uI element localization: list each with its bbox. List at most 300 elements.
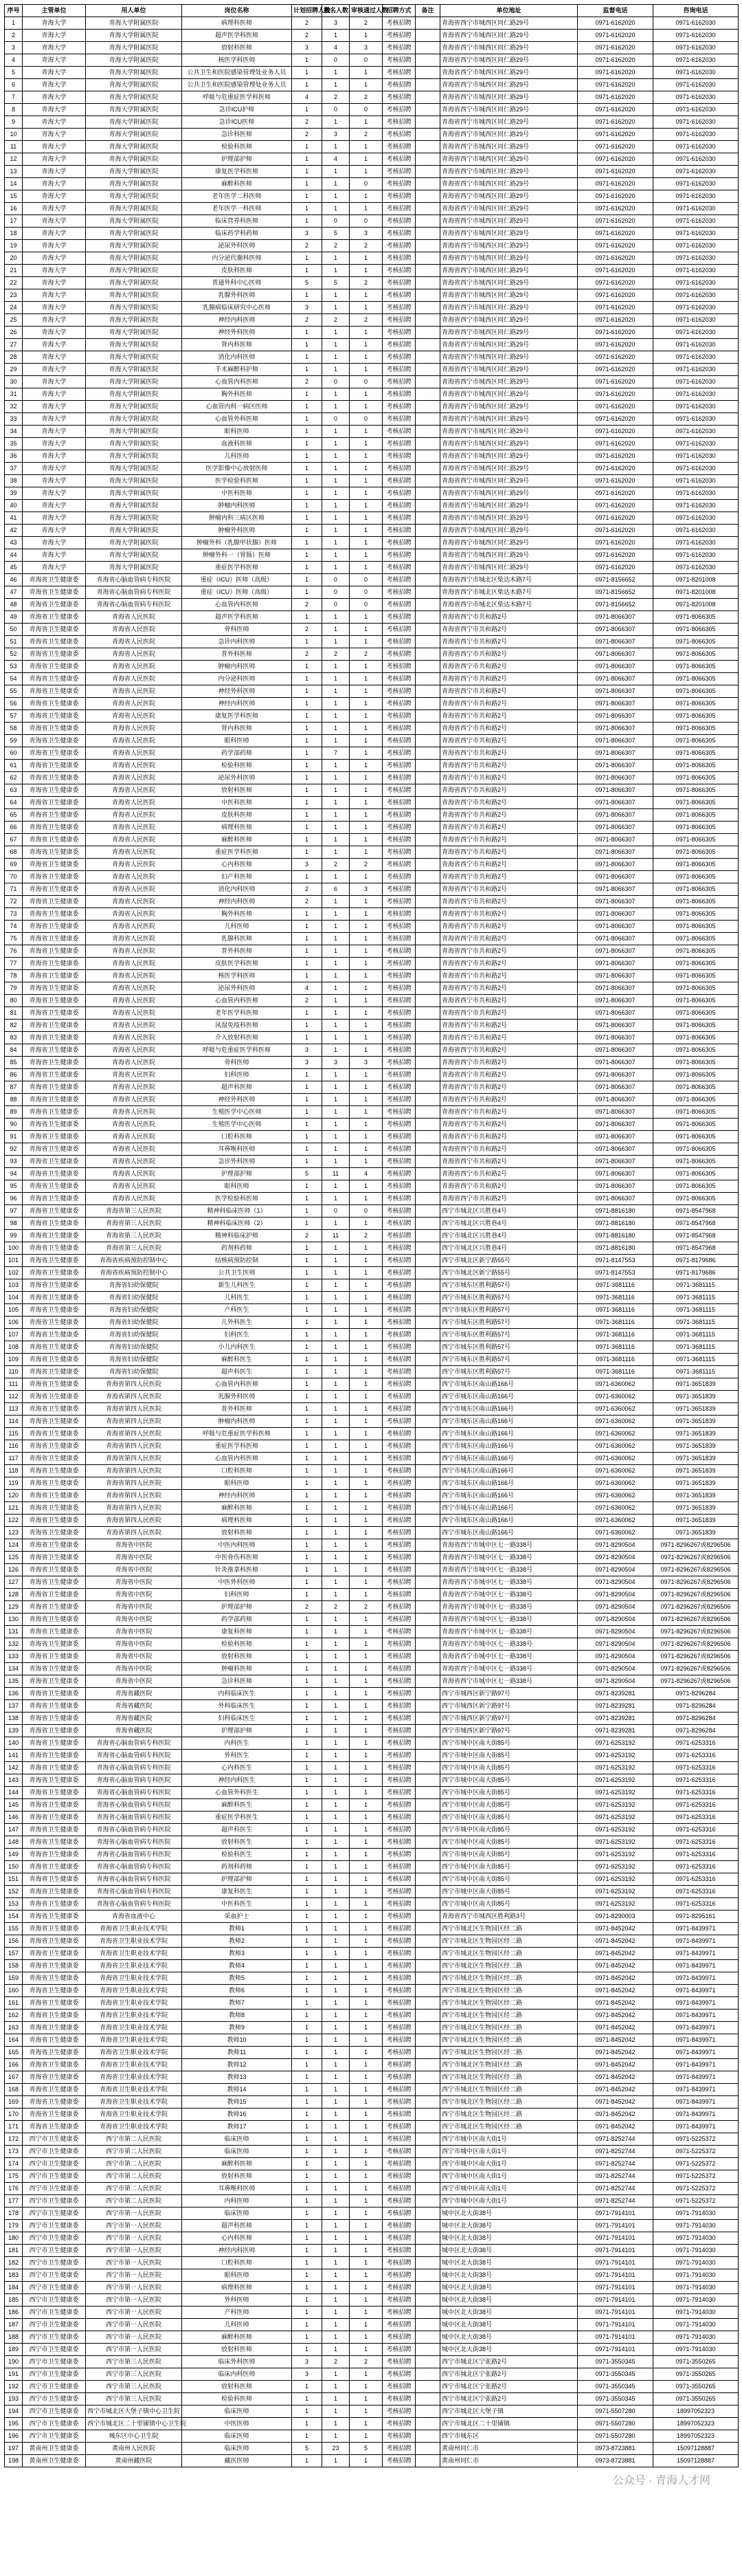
table-cell: 90 <box>5 1119 23 1131</box>
table-cell: 0971-8290504 <box>578 1576 653 1589</box>
table-cell: 81 <box>5 1007 23 1020</box>
table-cell: 1 <box>292 1317 322 1329</box>
table-cell: 0971-6360062 <box>578 1453 653 1465</box>
table-cell: 1 <box>292 1069 322 1081</box>
table-cell: 青海大学 <box>23 438 86 450</box>
table-cell: 178 <box>5 2208 23 2220</box>
table-cell: 西宁市第二人民医院 <box>86 2195 182 2208</box>
table-row <box>5 1960 739 1972</box>
table-cell: 111 <box>5 1378 23 1391</box>
table-cell: 0971-5225372 <box>653 2183 739 2195</box>
table-cell: 神经内科医师 <box>182 1490 292 1502</box>
table-cell: 教师1 <box>182 1923 292 1935</box>
table-cell: 1 <box>322 982 350 995</box>
table-cell: 0971-3681115 <box>653 1304 739 1317</box>
table-cell: 1 <box>350 2331 383 2344</box>
table-cell: 青海省人民医院 <box>86 784 182 797</box>
table-cell: 1 <box>350 1960 383 1972</box>
table-cell: 西宁市城东区南山路166号 <box>440 1391 578 1403</box>
table-cell: 考核招聘 <box>383 1477 416 1490</box>
table-cell: 1 <box>292 1824 322 1836</box>
table-cell: 0971-8439971 <box>653 1935 739 1948</box>
table-cell: 青海省卫生健康委 <box>23 1651 86 1663</box>
table-cell: 0971-3550265 <box>653 2368 739 2381</box>
table-cell <box>416 1675 440 1688</box>
table-cell: 1 <box>322 1081 350 1094</box>
table-cell <box>416 129 440 141</box>
table-cell: 城中区北大街38号 <box>440 2245 578 2257</box>
table-cell: 青海大学 <box>23 302 86 314</box>
table-row <box>5 1836 739 1849</box>
table-cell: 青海省心脑血管病专科医院 <box>86 1812 182 1824</box>
table-cell: 1 <box>350 1156 383 1168</box>
table-cell: 青海省卫生健康委 <box>23 982 86 995</box>
table-cell: 1 <box>322 1836 350 1849</box>
table-cell: 0971-6253316 <box>653 1836 739 1849</box>
table-cell: 考核招聘 <box>383 2121 416 2133</box>
table-cell: 青海省中医院 <box>86 1564 182 1576</box>
table-cell: 青海省人民医院 <box>86 648 182 661</box>
table-cell: 教师9 <box>182 2022 292 2034</box>
table-cell: 0971-6253192 <box>578 1737 653 1750</box>
table-cell: 青海省西宁市共和路2号 <box>440 1081 578 1094</box>
table-cell: 普通外科中心医师 <box>182 277 292 289</box>
table-cell <box>416 2170 440 2183</box>
table-cell: 1 <box>292 1304 322 1317</box>
table-cell: 1 <box>350 846 383 859</box>
table-cell: 考核招聘 <box>383 1205 416 1218</box>
table-cell: 妇科临床医生 <box>182 1713 292 1725</box>
table-row <box>5 463 739 475</box>
table-cell: 192 <box>5 2381 23 2393</box>
table-row <box>5 129 739 141</box>
table-cell: 青海省第三人民医院 <box>86 1205 182 1218</box>
table-cell <box>416 166 440 178</box>
table-cell: 1 <box>322 1329 350 1341</box>
table-cell: 青海大学附属医院 <box>86 190 182 203</box>
table-cell: 青海大学附属医院 <box>86 537 182 549</box>
table-cell: 1 <box>350 2245 383 2257</box>
table-cell: 3 <box>350 228 383 240</box>
table-cell: 118 <box>5 1465 23 1477</box>
table-cell: 青海省第四人民医院 <box>86 1378 182 1391</box>
table-cell: 0971-8201008 <box>653 586 739 599</box>
table-cell: 0971-8290003 <box>578 1911 653 1923</box>
table-cell: 考核招聘 <box>383 339 416 351</box>
table-cell: 青海大学附属医院 <box>86 500 182 512</box>
table-cell: 0971-6253192 <box>578 1799 653 1812</box>
table-cell: 考核招聘 <box>383 2443 416 2455</box>
table-cell: 超声医学科医师 <box>182 30 292 42</box>
table-cell: 考核招聘 <box>383 933 416 945</box>
table-cell: 青海省卫生健康委 <box>23 2010 86 2022</box>
table-cell: 考核招聘 <box>383 698 416 710</box>
table-cell <box>416 2133 440 2146</box>
table-cell: 青海省卫生健康委 <box>23 661 86 673</box>
table-cell: 青海大学附属医院 <box>86 388 182 401</box>
table-cell: 0971-6162030 <box>653 104 739 116</box>
table-cell: 1 <box>350 1576 383 1589</box>
table-cell: 0971-8296284 <box>653 1688 739 1700</box>
table-cell: 检验科医师 <box>182 760 292 772</box>
table-cell: 护理部护师 <box>182 153 292 166</box>
table-cell: 青海省卫生健康委 <box>23 1477 86 1490</box>
table-row <box>5 809 739 822</box>
table-cell: 考核招聘 <box>383 2146 416 2158</box>
table-row <box>5 735 739 747</box>
table-cell: 0971-6162020 <box>578 42 653 54</box>
table-cell: 采血护士 <box>182 1911 292 1923</box>
table-cell: 青海省卫生健康委 <box>23 1737 86 1750</box>
table-cell: 1 <box>350 1403 383 1416</box>
table-cell: 15097128887 <box>653 2443 739 2455</box>
table-cell: 1 <box>350 2455 383 2467</box>
table-cell: 青海大学附属医院 <box>86 438 182 450</box>
table-cell: 心血管内科一病区医师 <box>182 401 292 413</box>
table-cell: 1 <box>350 871 383 883</box>
table-cell: 考核招聘 <box>383 42 416 54</box>
table-cell: 5 <box>350 2443 383 2455</box>
table-cell: 101 <box>5 1255 23 1267</box>
table-cell: 1 <box>322 327 350 339</box>
table-cell: 1 <box>350 1849 383 1861</box>
table-cell: 1 <box>292 1378 322 1391</box>
table-cell <box>416 2455 440 2467</box>
table-cell: 青海省中医院 <box>86 1601 182 1614</box>
table-cell: 青海大学附属医院 <box>86 54 182 67</box>
table-cell: 口腔科医师 <box>182 1131 292 1143</box>
table-cell: 143 <box>5 1774 23 1787</box>
table-cell <box>416 834 440 846</box>
table-cell: 青海大学 <box>23 240 86 252</box>
table-cell <box>416 1886 440 1898</box>
table-cell: 0971-6162030 <box>653 141 739 153</box>
table-row <box>5 1044 739 1057</box>
table-cell: 1 <box>322 1774 350 1787</box>
table-cell: 青海省卫生健康委 <box>23 1193 86 1205</box>
table-cell: 城中区北大街38号 <box>440 2208 578 2220</box>
table-cell: 外科临床医生 <box>182 1700 292 1713</box>
table-cell: 青海省卫生职业技术学院 <box>86 1972 182 1985</box>
table-cell: 0971-3550345 <box>578 2368 653 2381</box>
table-row <box>5 1861 739 1873</box>
table-cell: 66 <box>5 822 23 834</box>
table-cell: 0971-6360062 <box>578 1465 653 1477</box>
table-cell: 1 <box>292 1502 322 1515</box>
table-cell: 青海省第四人民医院 <box>86 1453 182 1465</box>
table-cell: 青海大学附属医院 <box>86 129 182 141</box>
table-cell: 0971-8066307 <box>578 859 653 871</box>
table-cell: 西宁市城中区南大街1号 <box>440 2146 578 2158</box>
table-cell: 1 <box>322 2022 350 2034</box>
table-cell: 43 <box>5 537 23 549</box>
table-cell: 0 <box>350 215 383 228</box>
table-cell: 青海省卫生职业技术学院 <box>86 1935 182 1948</box>
table-cell <box>416 1873 440 1886</box>
table-cell: 17 <box>5 215 23 228</box>
table-cell: 130 <box>5 1614 23 1626</box>
table-cell: 青海省西宁市城中区七一路338号 <box>440 1601 578 1614</box>
table-cell: 考核招聘 <box>383 376 416 388</box>
table-row <box>5 327 739 339</box>
table-cell: 超声医学科医师 <box>182 611 292 624</box>
table-cell: 青海省卫生健康委 <box>23 1465 86 1477</box>
table-cell: 1 <box>322 2393 350 2406</box>
table-cell <box>416 1416 440 1428</box>
table-row <box>5 1057 739 1069</box>
table-cell <box>416 2010 440 2022</box>
table-cell: 青海大学 <box>23 500 86 512</box>
table-cell: 胸外科医师 <box>182 388 292 401</box>
table-cell: 1 <box>322 2109 350 2121</box>
table-cell: 青海省西宁市城西区胜利路3号 <box>440 1911 578 1923</box>
table-cell: 青海省卫生健康委 <box>23 1168 86 1180</box>
table-row <box>5 2170 739 2183</box>
table-cell: 青海省西宁市城西区同仁路29号 <box>440 240 578 252</box>
table-row <box>5 426 739 438</box>
table-cell: 乳腺外科医师 <box>182 1391 292 1403</box>
table-cell: 0971-8296267或8296506 <box>653 1651 739 1663</box>
table-cell: 心内科医师 <box>182 859 292 871</box>
table-cell: 171 <box>5 2121 23 2133</box>
table-cell: 0971-8066307 <box>578 809 653 822</box>
table-cell: 青海大学附属医院 <box>86 203 182 215</box>
table-cell: 1 <box>322 673 350 685</box>
table-cell: 62 <box>5 772 23 784</box>
table-cell <box>416 203 440 215</box>
table-cell: 心血管内科医师 <box>182 995 292 1007</box>
table-cell: 考核招聘 <box>383 450 416 463</box>
table-cell: 1 <box>292 2418 322 2430</box>
table-cell: 1 <box>292 2158 322 2170</box>
table-cell: 考核招聘 <box>383 116 416 129</box>
table-cell: 青海省人民医院 <box>86 908 182 921</box>
table-cell: 1 <box>322 698 350 710</box>
table-cell: 0971-8547968 <box>653 1230 739 1242</box>
table-cell: 青海省西宁市共和路2号 <box>440 624 578 636</box>
table-cell: 0971-6162030 <box>653 426 739 438</box>
table-row <box>5 834 739 846</box>
table-cell: 0971-7914101 <box>578 2294 653 2307</box>
table-cell: 青海省卫生健康委 <box>23 1589 86 1601</box>
table-cell <box>416 1069 440 1081</box>
table-cell: 青海省西宁市城西区同仁路29号 <box>440 116 578 129</box>
table-cell: 1 <box>322 2133 350 2146</box>
table-cell: 急诊内科医师 <box>182 636 292 648</box>
table-cell: 考核招聘 <box>383 970 416 982</box>
table-cell: 1 <box>292 351 322 364</box>
table-cell: 青海省卫生健康委 <box>23 1440 86 1453</box>
table-cell: 0971-8452042 <box>578 2071 653 2084</box>
watermark-text: 公众号 · 青海人才网 <box>612 2475 710 2487</box>
table-cell <box>416 958 440 970</box>
table-cell: 考核招聘 <box>383 2232 416 2245</box>
table-row <box>5 1156 739 1168</box>
table-cell: 168 <box>5 2084 23 2096</box>
table-cell: 青海大学附属医院 <box>86 215 182 228</box>
table-cell: 城中区北大街38号 <box>440 2282 578 2294</box>
table-cell: 1 <box>350 426 383 438</box>
table-row <box>5 2257 739 2269</box>
table-cell: 青海省人民医院 <box>86 611 182 624</box>
table-cell: 泌尿外科医师 <box>182 772 292 784</box>
table-cell: 黄南州同仁市 <box>440 2443 578 2455</box>
table-cell: 青海大学附属医院 <box>86 141 182 153</box>
table-cell: 0971-8239281 <box>578 1713 653 1725</box>
table-cell: 青海大学附属医院 <box>86 327 182 339</box>
table-cell: 临床医师 <box>182 2133 292 2146</box>
table-cell: 1 <box>322 2307 350 2319</box>
table-cell: 1 <box>350 1923 383 1935</box>
table-cell: 0971-6162030 <box>653 30 739 42</box>
table-cell: 1 <box>322 252 350 265</box>
table-cell <box>416 1737 440 1750</box>
table-cell: 1 <box>322 500 350 512</box>
table-cell: 34 <box>5 426 23 438</box>
table-cell: 西宁市城北区生物园区经二路 <box>440 1923 578 1935</box>
table-cell: 1 <box>292 2133 322 2146</box>
table-cell: 青海省西宁市城西区同仁路29号 <box>440 438 578 450</box>
table-cell: 0971-6162020 <box>578 549 653 562</box>
table-cell: 1 <box>322 1020 350 1032</box>
table-cell: 病理科医师 <box>182 2282 292 2294</box>
table-cell: 青海大学附属医院 <box>86 116 182 129</box>
table-cell: 青海省西宁市城西区同仁路29号 <box>440 562 578 574</box>
table-cell: 青海省卫生健康委 <box>23 1403 86 1416</box>
table-cell: 青海省第四人民医院 <box>86 1416 182 1428</box>
table-cell: 0971-6162030 <box>653 438 739 450</box>
table-cell: 青海省卫生健康委 <box>23 1218 86 1230</box>
table-cell: 考核招聘 <box>383 2170 416 2183</box>
table-cell: 城中区北大街38号 <box>440 2344 578 2356</box>
table-cell: 1 <box>292 1960 322 1972</box>
table-cell: 青海省西宁市共和路2号 <box>440 772 578 784</box>
table-cell: 1 <box>322 1576 350 1589</box>
table-cell: 城东区中心卫生院 <box>86 2430 182 2443</box>
table-cell: 0971-8066305 <box>653 958 739 970</box>
table-cell: 血液科医师 <box>182 438 292 450</box>
table-cell: 青海省卫生健康委 <box>23 1044 86 1057</box>
table-cell: 皮肤科医师 <box>182 265 292 277</box>
table-cell: 青海省人民医院 <box>86 859 182 871</box>
table-cell: 考核招聘 <box>383 673 416 685</box>
table-cell: 青海省卫生健康委 <box>23 1614 86 1626</box>
table-cell: 考核招聘 <box>383 1911 416 1923</box>
table-cell: 1 <box>322 2418 350 2430</box>
table-cell: 青海大学 <box>23 388 86 401</box>
table-cell: 196 <box>5 2430 23 2443</box>
table-cell: 1 <box>322 1156 350 1168</box>
table-cell: 150 <box>5 1861 23 1873</box>
table-row <box>5 636 739 648</box>
table-cell: 青海省人民医院 <box>86 921 182 933</box>
table-cell: 西宁市卫生健康委 <box>23 2245 86 2257</box>
table-cell: 青海省西宁市共和路2号 <box>440 859 578 871</box>
table-cell: 2 <box>350 2356 383 2368</box>
table-row <box>5 203 739 215</box>
table-cell: 6 <box>5 79 23 91</box>
table-row <box>5 1812 739 1824</box>
table-cell: 1 <box>322 710 350 723</box>
table-cell: 教师12 <box>182 2059 292 2071</box>
table-cell: 113 <box>5 1403 23 1416</box>
table-cell: 1 <box>292 1490 322 1502</box>
table-cell: 青海省第四人民医院 <box>86 1428 182 1440</box>
table-row <box>5 1180 739 1193</box>
table-cell: 80 <box>5 995 23 1007</box>
table-cell: 0971-8296284 <box>653 1713 739 1725</box>
table-cell: 青海省卫生健康委 <box>23 1923 86 1935</box>
table-cell: 青海大学附属医院 <box>86 17 182 30</box>
table-cell: 1 <box>350 1069 383 1081</box>
table-cell: 0971-6253192 <box>578 1886 653 1898</box>
table-cell: 考核招聘 <box>383 908 416 921</box>
table-cell: 185 <box>5 2294 23 2307</box>
table-cell: 考核招聘 <box>383 1218 416 1230</box>
table-cell: 1 <box>322 1502 350 1515</box>
table-cell: 考核招聘 <box>383 2368 416 2381</box>
table-cell: 教师2 <box>182 1935 292 1948</box>
table-row <box>5 562 739 574</box>
table-cell: 0971-3651839 <box>653 1465 739 1477</box>
table-cell: 西宁市城东区南山路166号 <box>440 1403 578 1416</box>
table-cell: 青海省卫生健康委 <box>23 1725 86 1737</box>
table-row <box>5 104 739 116</box>
table-cell: 1 <box>322 958 350 970</box>
table-cell: 1 <box>350 475 383 487</box>
table-cell: 青海省西宁市城西区同仁路29号 <box>440 104 578 116</box>
table-cell: 0971-6253192 <box>578 1849 653 1861</box>
table-cell: 西宁市城中区南大街85号 <box>440 1898 578 1911</box>
table-cell: 核医学科医师 <box>182 54 292 67</box>
table-cell <box>416 723 440 735</box>
table-cell: 青海大学 <box>23 537 86 549</box>
table-cell: 1 <box>350 116 383 129</box>
table-cell: 1 <box>292 945 322 958</box>
table-row <box>5 859 739 871</box>
table-cell: 青海省卫生健康委 <box>23 933 86 945</box>
table-cell: 99 <box>5 1230 23 1242</box>
table-cell: 青海省卫生健康委 <box>23 1081 86 1094</box>
table-cell: 1 <box>322 1416 350 1428</box>
table-cell: 1 <box>350 141 383 153</box>
table-cell: 0971-8252744 <box>578 2158 653 2170</box>
table-cell: 0971-8066307 <box>578 710 653 723</box>
table-cell <box>416 1960 440 1972</box>
table-cell: 护理部护师 <box>182 1873 292 1886</box>
table-cell: 西宁市第一人民医院 <box>86 2257 182 2269</box>
table-cell: 138 <box>5 1713 23 1725</box>
table-cell: 0971-6162030 <box>653 17 739 30</box>
table-cell: 1 <box>292 463 322 475</box>
table-cell: 1 <box>292 2170 322 2183</box>
table-cell: 170 <box>5 2109 23 2121</box>
table-cell <box>416 1997 440 2010</box>
table-cell: 39 <box>5 487 23 500</box>
table-cell: 泌尿外科医师 <box>182 982 292 995</box>
table-cell: 1 <box>322 203 350 215</box>
table-cell: 考核招聘 <box>383 611 416 624</box>
table-cell: 0971-8066305 <box>653 772 739 784</box>
table-cell: 125 <box>5 1552 23 1564</box>
table-cell: 1 <box>292 1292 322 1304</box>
table-cell: 青海省西宁市城西区同仁路29号 <box>440 500 578 512</box>
table-cell: 公共卫生和医院感染管理处业务人员 <box>182 79 292 91</box>
table-cell: 1 <box>350 438 383 450</box>
table-cell <box>416 54 440 67</box>
table-cell: 1 <box>322 1799 350 1812</box>
table-cell: 教师4 <box>182 1960 292 1972</box>
